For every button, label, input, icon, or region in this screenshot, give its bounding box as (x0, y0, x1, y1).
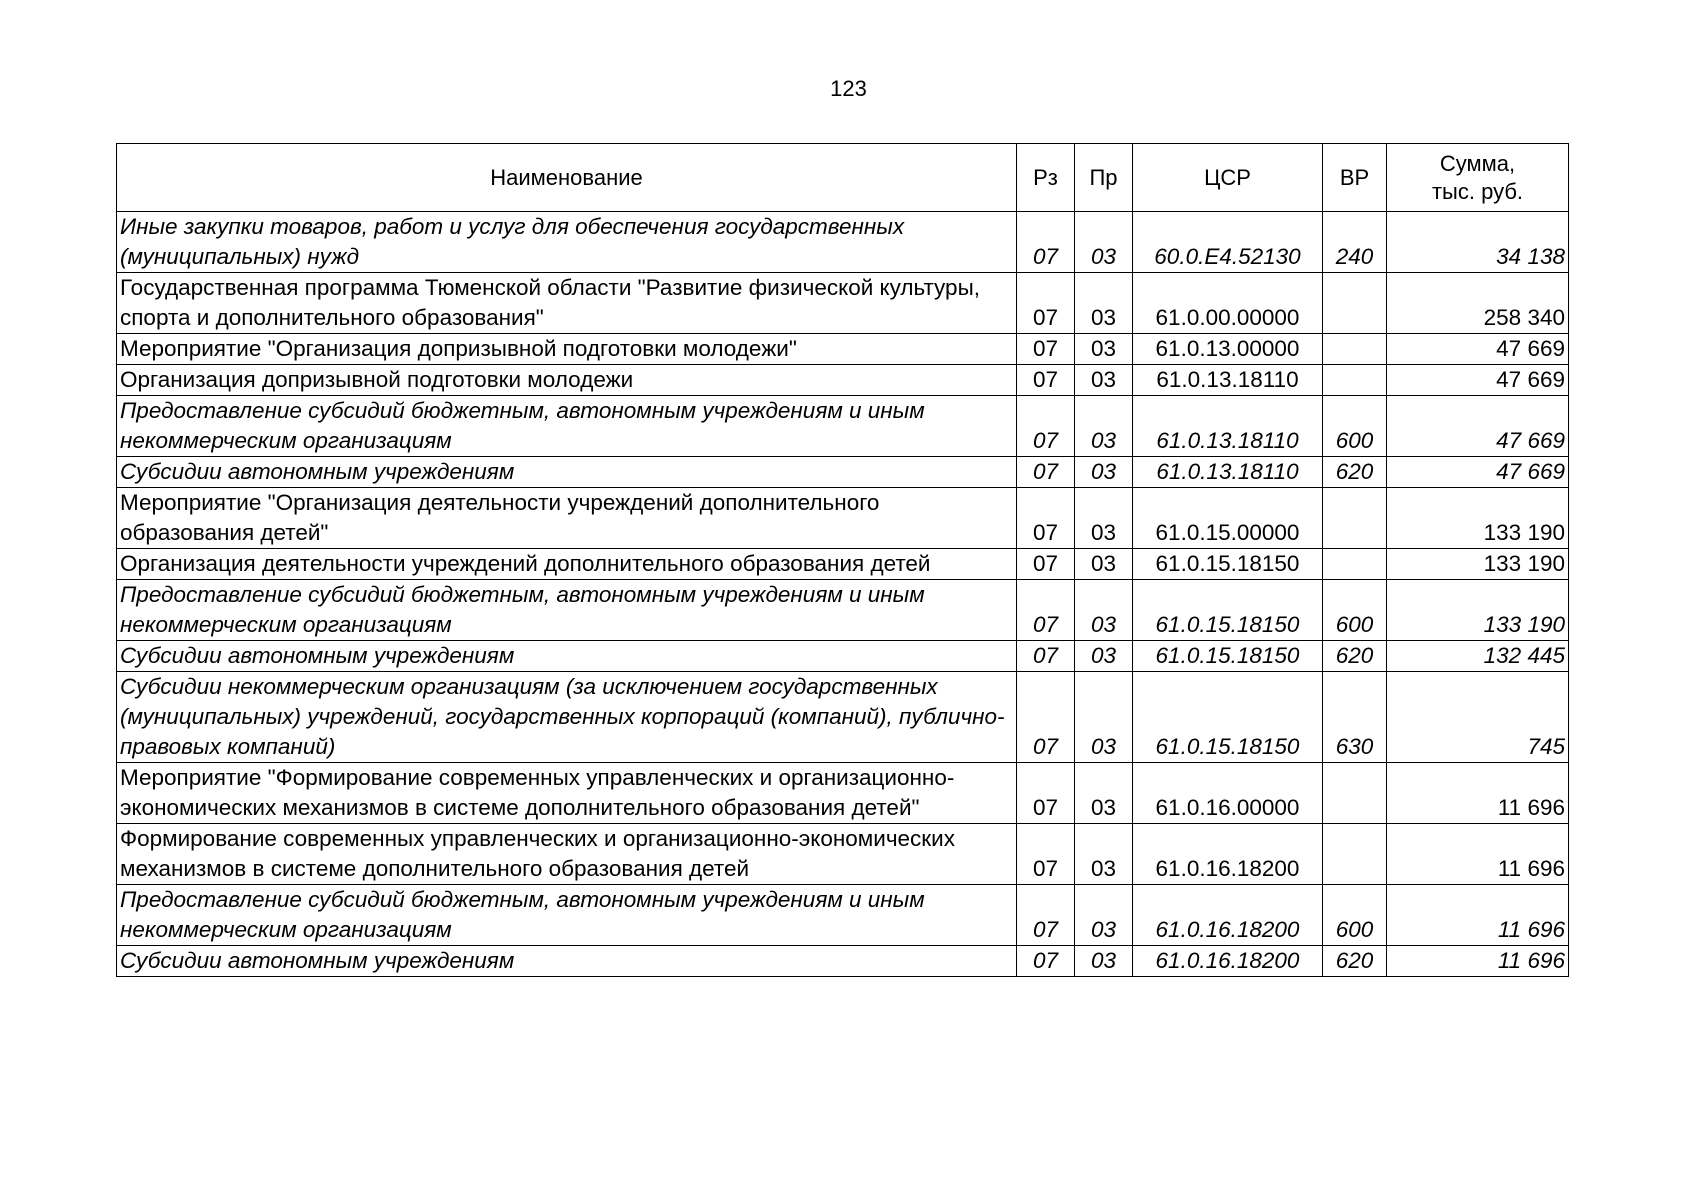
cell-rz: 07 (1017, 885, 1075, 946)
cell-vr: 620 (1323, 946, 1387, 977)
table-row (117, 396, 1569, 457)
cell-name: Предоставление субсидий бюджетным, автономным учреждениям и иным некоммерческим организациям (117, 396, 1017, 457)
cell-vr (1323, 763, 1387, 824)
cell-csr: 61.0.15.18150 (1133, 549, 1323, 580)
cell-csr: 61.0.13.00000 (1133, 334, 1323, 365)
cell-rz: 07 (1017, 273, 1075, 334)
table-row (117, 457, 1569, 488)
cell-vr (1323, 334, 1387, 365)
table-row (117, 334, 1569, 365)
cell-sum: 34 138 (1387, 212, 1569, 273)
cell-csr: 61.0.16.18200 (1133, 946, 1323, 977)
header-vr: ВР (1323, 144, 1387, 212)
table-row (117, 946, 1569, 977)
cell-sum: 11 696 (1387, 885, 1569, 946)
table-row (117, 824, 1569, 885)
cell-pr: 03 (1075, 641, 1133, 672)
cell-csr: 61.0.13.18110 (1133, 396, 1323, 457)
cell-vr: 620 (1323, 457, 1387, 488)
cell-sum: 132 445 (1387, 641, 1569, 672)
cell-pr: 03 (1075, 488, 1133, 549)
cell-vr: 620 (1323, 641, 1387, 672)
table-row (117, 273, 1569, 334)
table-row (117, 885, 1569, 946)
cell-vr (1323, 488, 1387, 549)
cell-sum: 745 (1387, 672, 1569, 763)
cell-rz: 07 (1017, 946, 1075, 977)
cell-pr: 03 (1075, 885, 1133, 946)
header-csr: ЦСР (1133, 144, 1323, 212)
cell-name: Мероприятие "Формирование современных управленческих и организационно-экономических механизмов в системе дополнительного образования детей" (117, 763, 1017, 824)
cell-pr: 03 (1075, 672, 1133, 763)
cell-csr: 61.0.13.18110 (1133, 457, 1323, 488)
cell-pr: 03 (1075, 365, 1133, 396)
cell-rz: 07 (1017, 212, 1075, 273)
cell-name: Государственная программа Тюменской области "Развитие физической культуры, спорта и дополнительного образования" (117, 273, 1017, 334)
budget-table (116, 143, 1569, 977)
cell-csr: 61.0.16.00000 (1133, 763, 1323, 824)
cell-vr: 240 (1323, 212, 1387, 273)
cell-name: Субсидии автономным учреждениям (117, 946, 1017, 977)
cell-vr: 600 (1323, 885, 1387, 946)
cell-pr: 03 (1075, 946, 1133, 977)
cell-rz: 07 (1017, 824, 1075, 885)
cell-pr: 03 (1075, 580, 1133, 641)
cell-vr: 600 (1323, 580, 1387, 641)
cell-csr: 61.0.15.18150 (1133, 641, 1323, 672)
cell-pr: 03 (1075, 763, 1133, 824)
cell-pr: 03 (1075, 549, 1133, 580)
cell-csr: 60.0.E4.52130 (1133, 212, 1323, 273)
table-row (117, 549, 1569, 580)
table-row (117, 672, 1569, 763)
cell-csr: 61.0.00.00000 (1133, 273, 1323, 334)
cell-rz: 07 (1017, 641, 1075, 672)
cell-rz: 07 (1017, 763, 1075, 824)
page-number: 123 (830, 76, 867, 101)
cell-pr: 03 (1075, 824, 1133, 885)
cell-csr: 61.0.15.18150 (1133, 580, 1323, 641)
table-row (117, 212, 1569, 273)
cell-sum: 47 669 (1387, 457, 1569, 488)
cell-sum: 47 669 (1387, 365, 1569, 396)
cell-rz: 07 (1017, 549, 1075, 580)
cell-name: Субсидии автономным учреждениям (117, 641, 1017, 672)
cell-name: Организация допризывной подготовки молодежи (117, 365, 1017, 396)
cell-name: Организация деятельности учреждений дополнительного образования детей (117, 549, 1017, 580)
table-row (117, 641, 1569, 672)
cell-name: Мероприятие "Организация деятельности учреждений дополнительного образования детей" (117, 488, 1017, 549)
cell-csr: 61.0.16.18200 (1133, 885, 1323, 946)
cell-sum: 133 190 (1387, 580, 1569, 641)
cell-csr: 61.0.16.18200 (1133, 824, 1323, 885)
cell-sum: 47 669 (1387, 334, 1569, 365)
cell-vr: 600 (1323, 396, 1387, 457)
header-sum-line2: тыс. руб. (1431, 178, 1524, 204)
table-body (117, 212, 1569, 977)
cell-csr: 61.0.15.18150 (1133, 672, 1323, 763)
cell-vr: 630 (1323, 672, 1387, 763)
cell-rz: 07 (1017, 488, 1075, 549)
cell-pr: 03 (1075, 273, 1133, 334)
cell-pr: 03 (1075, 334, 1133, 365)
cell-rz: 07 (1017, 396, 1075, 457)
cell-rz: 07 (1017, 580, 1075, 641)
cell-pr: 03 (1075, 457, 1133, 488)
cell-vr (1323, 273, 1387, 334)
cell-rz: 07 (1017, 365, 1075, 396)
cell-rz: 07 (1017, 334, 1075, 365)
cell-rz: 07 (1017, 457, 1075, 488)
cell-pr: 03 (1075, 396, 1133, 457)
cell-sum: 11 696 (1387, 763, 1569, 824)
header-sum (1387, 144, 1569, 212)
table-row (117, 580, 1569, 641)
header-name: Наименование (117, 144, 1017, 212)
table-row (117, 763, 1569, 824)
cell-vr (1323, 549, 1387, 580)
cell-vr (1323, 365, 1387, 396)
cell-sum: 133 190 (1387, 488, 1569, 549)
cell-pr: 03 (1075, 212, 1133, 273)
header-sum-line1: Сумма, (1439, 150, 1516, 176)
cell-sum: 258 340 (1387, 273, 1569, 334)
cell-sum: 47 669 (1387, 396, 1569, 457)
cell-name: Предоставление субсидий бюджетным, автономным учреждениям и иным некоммерческим организациям (117, 885, 1017, 946)
cell-csr: 61.0.15.00000 (1133, 488, 1323, 549)
table-header-row (117, 144, 1569, 212)
cell-sum: 11 696 (1387, 946, 1569, 977)
table-row (117, 365, 1569, 396)
cell-name: Субсидии некоммерческим организациям (за исключением государственных (муниципальных) учреждений, государственных корпораций (компаний), публично-правовых компаний) (117, 672, 1017, 763)
header-pr: Пр (1075, 144, 1133, 212)
cell-vr (1323, 824, 1387, 885)
cell-name: Предоставление субсидий бюджетным, автономным учреждениям и иным некоммерческим организациям (117, 580, 1017, 641)
cell-sum: 11 696 (1387, 824, 1569, 885)
cell-name: Субсидии автономным учреждениям (117, 457, 1017, 488)
cell-name: Формирование современных управленческих и организационно-экономических механизмов в системе дополнительного образования детей (117, 824, 1017, 885)
cell-csr: 61.0.13.18110 (1133, 365, 1323, 396)
cell-sum: 133 190 (1387, 549, 1569, 580)
table-row (117, 488, 1569, 549)
cell-name: Иные закупки товаров, работ и услуг для обеспечения государственных (муниципальных) нужд (117, 212, 1017, 273)
cell-name: Мероприятие "Организация допризывной подготовки молодежи" (117, 334, 1017, 365)
header-rz: Рз (1017, 144, 1075, 212)
cell-rz: 07 (1017, 672, 1075, 763)
